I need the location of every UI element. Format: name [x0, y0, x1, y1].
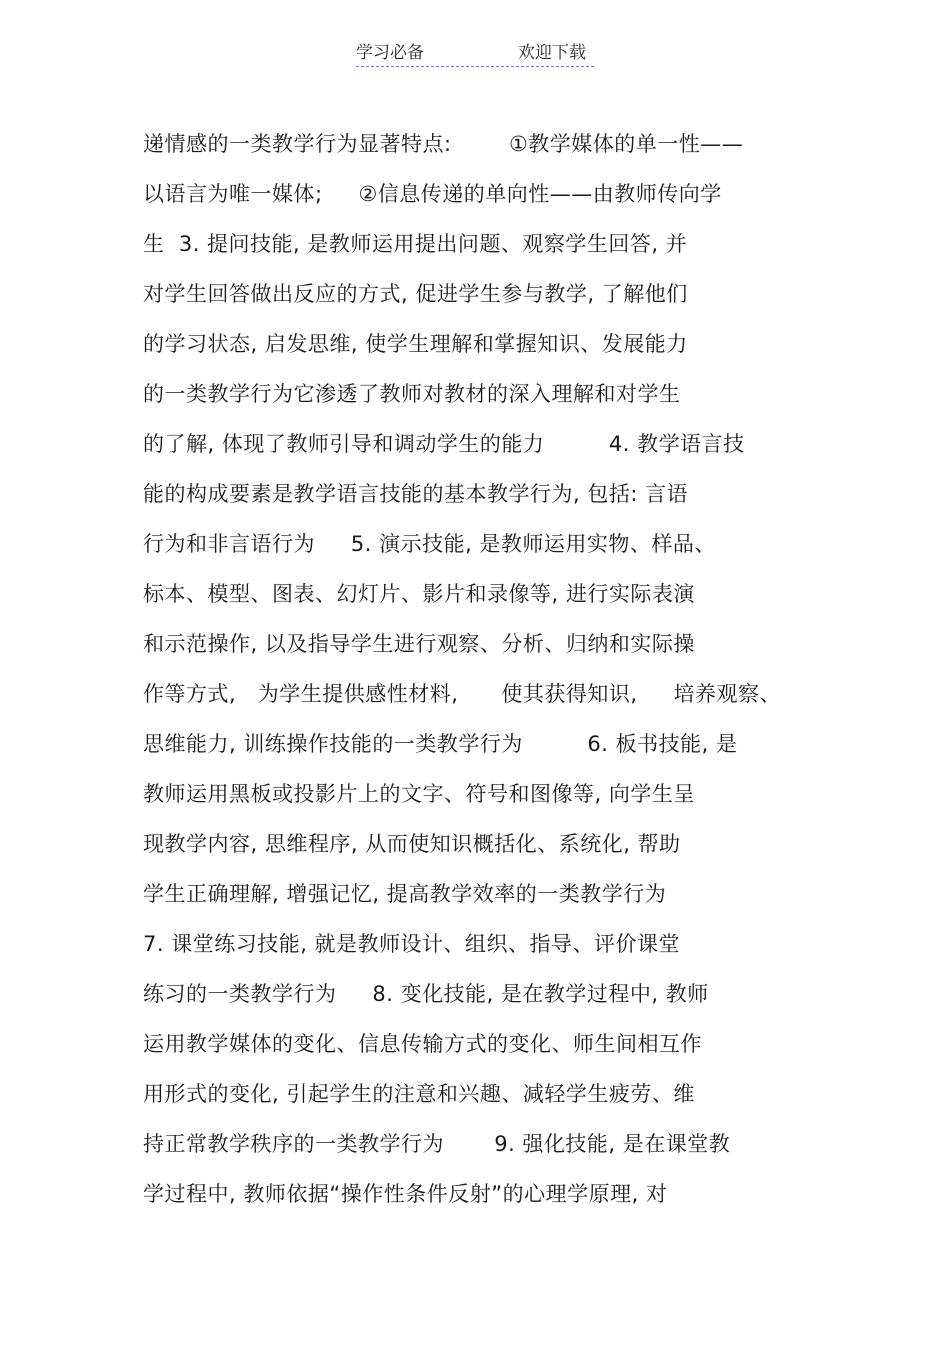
text-line: 用形式的变化, 引起学生的注意和兴趣、减轻学生疲劳、维: [143, 1082, 695, 1106]
text-line: 学生正确理解, 增强记忆, 提高教学效率的一类教学行为: [143, 882, 667, 906]
text-line: 标本、模型、图表、幻灯片、影片和录像等, 进行实际表演: [143, 582, 695, 606]
text-line: 作等方式, 为学生提供感性材料, 使其获得知识, 培养观察、: [143, 682, 781, 706]
header-left-text: 学习必备: [356, 43, 424, 63]
text-line: 行为和非言语行为 5. 演示技能, 是教师运用实物、样品、: [143, 532, 716, 556]
text-line: 7. 课堂练习技能, 就是教师设计、组织、指导、评价课堂: [143, 932, 681, 956]
text-line: 的了解, 体现了教师引导和调动学生的能力 4. 教学语言技: [143, 432, 745, 456]
text-line: 运用教学媒体的变化、信息传输方式的变化、师生间相互作: [143, 1032, 702, 1056]
text-line: 学过程中, 教师依据“操作性条件反射”的心理学原理, 对: [143, 1182, 668, 1206]
text-line: 练习的一类教学行为 8. 变化技能, 是在教学过程中, 教师: [143, 982, 709, 1006]
header-right-text: 欢迎下载: [518, 43, 586, 63]
text-line: 持正常教学秩序的一类教学行为 9. 强化技能, 是在课堂教: [143, 1132, 731, 1156]
text-line: 对学生回答做出反应的方式, 促进学生参与教学, 了解他们: [143, 282, 688, 306]
text-line: 思维能力, 训练操作技能的一类教学行为 6. 板书技能, 是: [143, 732, 738, 756]
text-line: 的一类教学行为它渗透了教师对教材的深入理解和对学生: [143, 382, 681, 406]
document-body: [143, 119, 823, 1219]
text-line: 现教学内容, 思维程序, 从而使知识概括化、系统化, 帮助: [143, 832, 681, 856]
text-line: 递情感的一类教学行为显著特点: ①教学媒体的单一性——: [143, 132, 744, 156]
text-line: 生 3. 提问技能, 是教师运用提出问题、观察学生回答, 并: [143, 232, 688, 256]
text-line: 能的构成要素是教学语言技能的基本教学行为, 包括: 言语: [143, 482, 689, 506]
text-line: 的学习状态, 启发思维, 使学生理解和掌握知识、发展能力: [143, 332, 688, 356]
text-line: 和示范操作, 以及指导学生进行观察、分析、归纳和实际操: [143, 632, 695, 656]
page-header: [356, 40, 594, 67]
text-line: 教师运用黑板或投影片上的文字、符号和图像等, 向学生呈: [143, 782, 695, 806]
text-line: 以语言为唯一媒体; ②信息传递的单向性——由教师传向学: [143, 182, 722, 206]
